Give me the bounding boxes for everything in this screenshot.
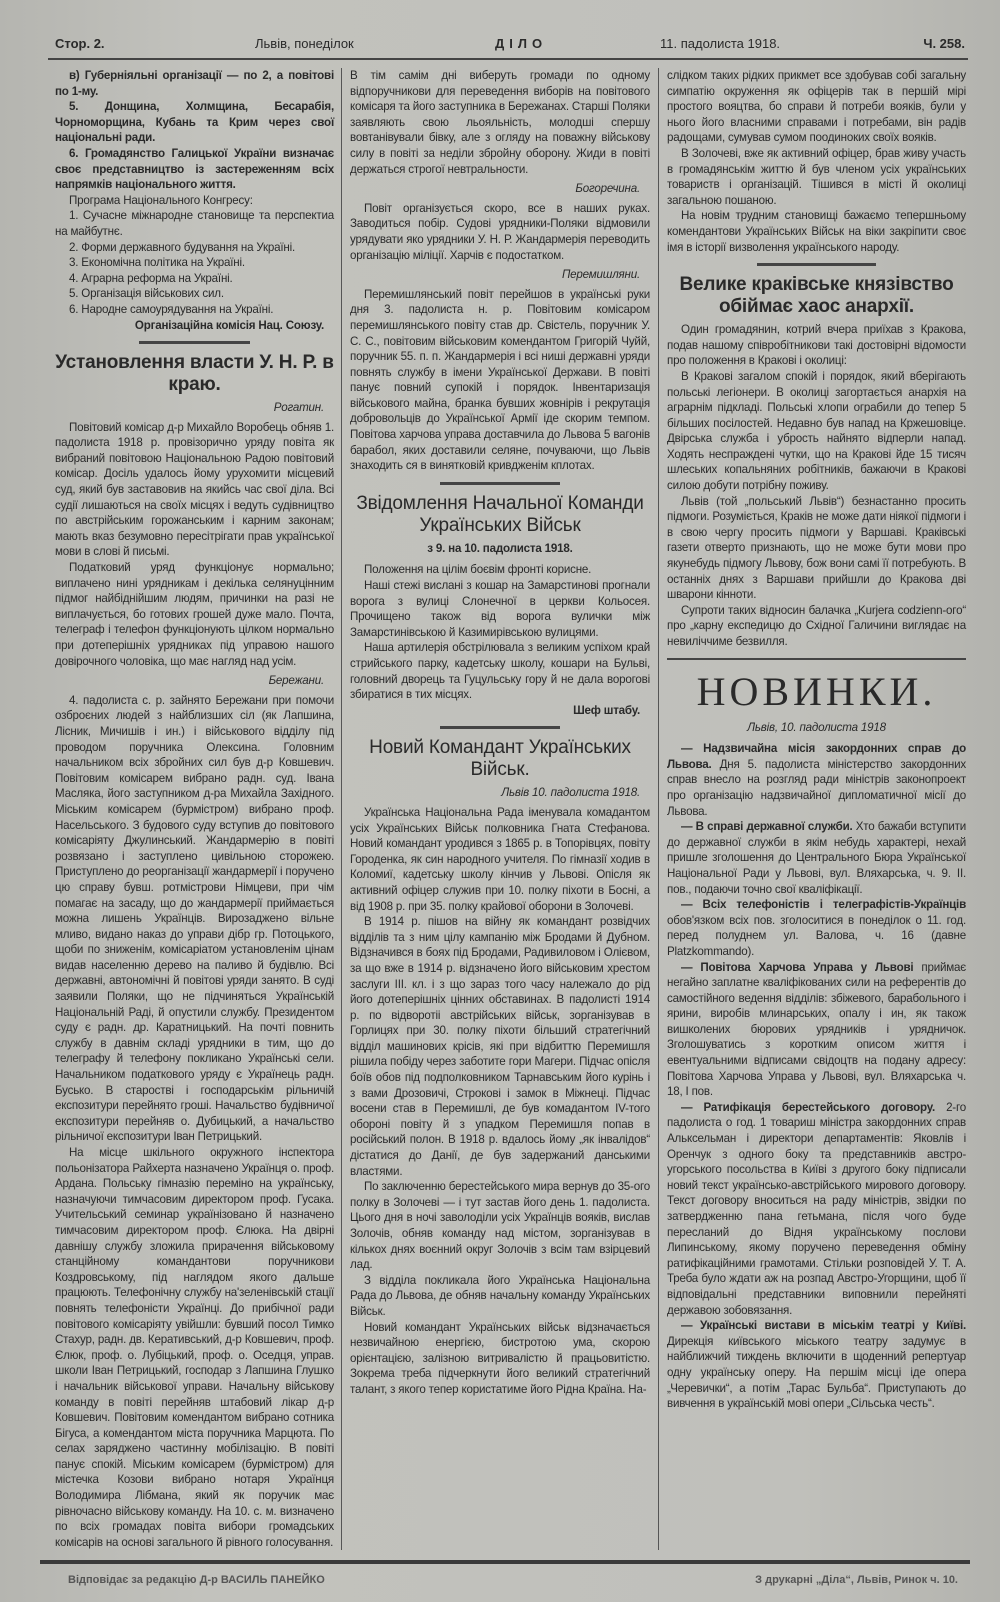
paragraph: Податковий уряд функціонує нормально; виплачено нині урядникам і декілька селянуцінним підмог найбіднійшим людям, причинки на разі не виплачується, бо готових грошей дуже мало. Почта, телеграф і телефон функціонують цілком нормально при дотеперішніх урядниках під управою нашого довірочного чоловіка, що має нагляд над усім. <box>55 561 334 668</box>
paragraph: 5. Донщина, Холмщина, Бесарабія, Чорноморщина, Кубань та Крим через свої національні ради. <box>55 100 334 145</box>
news-text: обов'язком всіх пов. зголоситися в понеділок о 11. год. перед полуднем ул. Валова, ч. 16 (давне Platzkommando). <box>667 913 966 958</box>
paragraph: Наші стежі вислані з кошар на Замарстинові прогнали ворога з вулиці Слонечної в церкви Кольосея. Прочищено також від ворога вулички між Замарстинівською й Казимирівською вулицями. <box>350 579 650 639</box>
column-1 <box>55 68 342 1550</box>
paragraph: 4. Аграрна реформа на Україні. <box>69 271 233 285</box>
columns <box>55 68 966 1550</box>
signature: Шеф штабу. <box>573 703 640 717</box>
separator <box>757 263 877 266</box>
news-dateline: Львів, 10. падолиста 1918 <box>747 720 886 734</box>
separator <box>667 658 966 660</box>
news-text: Хто бажаби вступити до державної служби в якім небудь характері, нехай пришле зголошення до Центрального Бюра Української Національної Ради у Львові, вул. Вляхарська, ч. 9. II. пов., подаючи точно свої кваліфікації. <box>667 820 966 896</box>
place-day: Львів, понеділок <box>255 36 354 51</box>
news-item <box>667 741 966 819</box>
paragraph: В тім самім дні виберуть громади по одному відпоручникови для переведення виборів на повітового комісаря та його заступника в Бережанах. Старші Поляки заявляють свою льояльність, молодші спершу вовтанівували бівку, але з огляду на поважну військову силу в повіті за неділи збройну оборону. Жиди в повіті держаться строгої невтральности. <box>350 69 650 176</box>
paragraph: 4. падолиста с. р. зайнято Бережани при помочи озброєних людей з найблизших сіл (як Лапшина, Лісник, Мичишів і ин.) і військового відділу під проводом поручника Олексина. Головним начальником всіх збройних сил був д-р Ковшевич. Повітовим комісарем вибрано радн. суд. Івана Масляка, його заступником д-ра Михайла Західного. Міським комісарем (бурмістром) вибрано проф. Насельського. З будового суду вступив до повітового комісаріяту Джулинський. Жандармерію в повіті розвязано і заступлено цивільною сторожею. Приступлено до реорганізації жандармерії і поручено цю справу бувш. ротмістрови Німцеви, при чім помагає на засаду, що до жандармерії приймається можна лишень Українців. Вирозаджено вільне мливо, видано наказ до управи дібр гр. Потоцького, щоби по зниженім, комісаріатом установленім цінам видав населенню дерево на паливо й будівлю. Всі державні, автономічні й повітові уряди занято. В суді заявили Поляки, що не підчиняться Українській Національній Раді, й опустили службу. Президентом суду є радн. др. Каратницький. На почті повнить службу в давнім складі урядники в тим, що до телеграфу й телефону покликано Українські сели. Начальником податкового уряду є Українець радн. Бусько. В старостві і господарськім рільничій експозитури перейнято гроші. Начальство будівничої експозитури перейняв о. Дубицький, а начальство рільничої експозитури Іван Петрицький. <box>55 693 334 1144</box>
news-text: приймає негайно заплатне кваліфікованих сили на референтів до самостійного ведення відділів: збіжевого, барабольного і ярини, виробів млинарських, опалу і ин, як також вишколених бюрових урядників і урядничок. Зголошуватись з коротким описом життя і евентуальними відписами свідоцтв на подану адресу: Повітова Харчова Управа у Львові, вул. Вляхарська ч. 18, I пов. <box>667 960 966 1099</box>
congress-program <box>55 68 334 333</box>
article-heading: Установлення власти У. Н. Р. в краю. <box>55 352 334 396</box>
paragraph: Один громадянин, котрий вчера приїхав з Кракова, подав нашому співробітникови такі достовірні відомости про положення в Кракові і околиці: <box>667 323 966 368</box>
paragraph: 2. Форми державного будування на Україні. <box>69 240 296 254</box>
printer-line: З друкарні „Діла“, Львів, Ринок ч. 10. <box>755 1574 958 1587</box>
paragraph: Львів (той „польський Львів“) безнастанно просить підмоги. Розуміється, Краків не може дати ніякої підмоги і в свою чергу просить підмоги у Варшаві. Краківські газети отверто признають, що не може бути мови про якунебудь підмогу Львову, бож вони самі її потребують. В останніх днях з Варшави прийшли до Кракова дві шварони кінноти. <box>667 494 966 602</box>
news-item <box>667 1100 966 1318</box>
paragraph: По заключенню берестейського мира вернув до 35-ого полку в Золочеві — і тут застав його день 1. падолиста. Цього дня в ночі заволоділи усіх Українців вояків, вислав Золочів, обняв команду над містом, зорганізував в кількох днях воєнний округ Золочів з всім там взірцевий лад. <box>350 1180 650 1272</box>
paragraph: 5. Організація військових сил. <box>69 287 224 301</box>
paragraph: 3. Економічна політика на Україні. <box>69 256 245 270</box>
paragraph: Повіт організується скоро, все в наших руках. Заводиться побір. Судові урядники-Поляки відмовили урядувати яко урядники У. Н. Р. Жандармерія переводить організацію міліції. Харчів є подостатком. <box>350 201 650 262</box>
article-heading: Новий Командант Українських Військ. <box>369 737 631 781</box>
paragraph: 6. Громадянство Галицької України визначає своє представництво із застереженням всіх напрямків національного життя. <box>55 146 334 192</box>
footer <box>68 1574 958 1602</box>
paragraph: Програма Національного Конгресу: <box>69 193 253 207</box>
article-heading: Велике краківське князівство обіймає хаос анархії. <box>679 274 954 318</box>
paragraph: З відділа покликала його Українська Національна Рада до Львова, де обняв начальну команду Українських Військ. <box>350 1273 650 1318</box>
column-2 <box>342 68 659 1550</box>
news-item <box>667 960 966 1100</box>
issue-date: 11. падолиста 1918. <box>660 36 781 51</box>
paragraph: в) Губерніяльні організації — по 2, а повітові по 1-му. <box>55 69 334 98</box>
dateline: Львів 10. падолиста 1918. <box>501 786 640 800</box>
news-lead: — Надзвичайна місія закордонних справ до Львова. <box>667 742 966 771</box>
dateline: Перемишляни. <box>561 268 640 282</box>
paragraph: В 1914 р. пішов на війну як командант розвідчих відділів та з ним цілу кампанію між Бродами й Дубном. Відзначився в боях під Бродами, Радивиловом і Олієвом, за що вже в 1914 р. відзначено його військовим хрестом заслуги III. кл. і з що зараз того часу належало до рід його дотеперішніх цінних обставинах. В падолисті 1914 р. по відворотіі австрійських військ, зорганізував в Горлицях при 30. полку піхоти більший стратегічний відділ машинових крісів, які при відбиттю Перемишля рішила побіду через заботите гори Магери. Підчас опісля боїв обов під подполковником Тарнавським його курінь і з вами Дрозовичі, Строкові і замок в Міжнеці. Підчас восени став в Перемишлі, де був комадантом IV-того обороні повіту й з упадком Перемишля попав в російський полон. В 1918 р. вдалось йому „як інвалідов“ дістатися до Данії, де був задержаний данськими властями. <box>350 915 650 1178</box>
news-lead: — В справі державної служби. <box>681 820 853 834</box>
news-lead: — Ратифікація берестейського договору. <box>681 1100 935 1114</box>
paragraph: Наша артилерія обстрілювала з великим успіхом край стрийського парку, кадетську школу, кошари на Бульві, головний дворець та Гуцульську гору й не дала ворогові збиратися в тих місцях. <box>350 641 650 702</box>
separator <box>440 726 560 729</box>
news-lead: — Всіх телефоністів і телеграфістів-Українців <box>681 898 966 912</box>
footer-rule <box>40 1560 970 1564</box>
separator <box>440 482 560 485</box>
article-heading: Звідомлення Начальної Команди Українських Військ <box>356 492 644 536</box>
paragraph: В Золочеві, вже як активний офіцер, брав живу участь в громадянськім життю й був членом усіх українських товариств і організацій. Тішився в місті й околиці загальною пошаною. <box>667 146 966 207</box>
paragraph: Перемишлянський повіт перейшов в українські руки дня 3. падолиста н. р. Повітовим комісаром перемишлянського повіту став др. Свістель, поручник У. С. С., повітовим військовим комендантом Григорій Чуйй, поручник 55. п. п. Жандармерія і всі ниші державні уряди повнять службу в імени Української Держави. В повіті панує повний супокій і порядок. Інвентаризація військового майна, бранка бувших жовнірів і рекрутація добровольців до Української Армії іде скорим темпом. Повітова харчова управа доставчила до Львова 5 вагонів барабол, яких доставили селяне, почуваючи, що Львів знаходить ся в винятковій кривдженім кплотах. <box>350 287 650 473</box>
dateline: Бережани. <box>268 674 324 688</box>
news-text: Дня 5. падолиста міністерство закордонних справ внесло на розгляд ради міністрів законопроект про організацію надзвичайної дипломатичної місії до Львова. <box>667 757 966 818</box>
article-subheading: з 9. на 10. падолиста 1918. <box>427 541 573 555</box>
news-lead: — Повітова Харчова Управа у Львові <box>681 960 914 974</box>
signature: Організаційна комісія Нац. Союзу. <box>134 318 324 332</box>
masthead-rule <box>48 58 968 60</box>
editor-line: Відповідає за редакцію Д-р ВАСИЛЬ ПАНЕЙКО <box>68 1574 325 1587</box>
issue-number: Ч. 258. <box>923 36 965 51</box>
paragraph: Новий командант Українських військ відзначається незвичайною енергією, бистротою ума, скорою орієнтацією, залізною витривалістю й працьовитістю. Зокрема треба підчеркнути його великий стратегічний талант, з якого тепер користатиме його Рідна Країна. На- <box>350 1320 650 1396</box>
dateline: Богоречина. <box>575 182 640 196</box>
masthead <box>55 36 965 56</box>
column-3 <box>659 68 966 1550</box>
newspaper-title: ДІЛО <box>495 36 548 51</box>
news-item <box>667 819 966 897</box>
paragraph: В Кракові загалом спокій і порядок, який вберігають польські легіонери. В околиці загортається анархія на аграрнім підкладі. Польські хлопи ограбили до тепер 5 більших посілостей. Недавно був напад на Кржешовіце. Двірська служба і убрость найнято відперли напад. Ходять неспраждені чутки, що на Кракові йде 15 тисяч шлеських копальняних робітників, бажаючи в Кракові силою добути потрібну поживу. <box>667 369 966 493</box>
news-text: 2-го падолиста о год. 1 товариш міністра закордонних справ Альксельман і директори департаментів: Яковлів і Оренчук з одного боку та представників австро-угорського посольства в Київі з другого боку підписали новий текст українсько-австрійського мирового договору. Текст договору вноситься на раду міністрів, звідки по затвердженню пана гетьмана, після чого буде пересланий до Відня українському послови Липинському, якому поручено переведення обміну ратифікаційними грамотами. Стільки розповідей У. Т. А. Треба було ждати аж на розпад Австро-Угорщини, щоб її відповідальні представники виповнили перейняті державою зобовязання. <box>667 1100 966 1317</box>
paragraph: Повітовий комісар д-р Михайло Воробець обняв 1. падолиста 1918 р. провізорично уряду повіта як вибраний повітовою Національною Радою повітовий комісар. Досіль удалось йому урухомити місцевий суд, який був заставовив на якийсь час свої діла. Всі судії лишаються на своїх місцях і ведуть судівництво по австрійським горожанським і карним законам; мають вказ безумовно пересітрігати прав української мови в слові й письмі. <box>55 420 334 559</box>
news-section-heading: НОВИНКИ. <box>696 668 937 714</box>
news-text: Дирекція київського міського театру задумує в найближчий тиждень включити в щоденний репертуар одну українську оперу. На першім місці іде опера „Черевички“, а потім „Тарас Бульба“. Приступають до вивчення в українській мові опери „Сільська честь“. <box>667 1334 966 1411</box>
news-item <box>667 897 966 959</box>
paragraph: Супроти таких відносин балачка „Kurjera codzienn-ого“ про „карну експедицю до Східної Галичини виглядає на невиліччиме безвилля. <box>667 603 966 648</box>
paragraph: слідком таких рідких прикмет все здобував собі загальну симпатію окруження як офіцерів так в першій мірі простого вояцтва, бо справи й потреби вояків, були у нього його власними справами і потребами, він радів радощами, сумував сумом поодиноких своїх вояків. <box>667 69 966 145</box>
page-number: Стор. 2. <box>55 36 105 51</box>
separator <box>139 341 251 344</box>
paragraph: На новім трудним становищі бажаємо тепершньому комендантови Українських Військ на віки закріпити своє імя в історії визволення українського народу. <box>667 209 966 254</box>
paragraph: 6. Народне самоурядування на Україні. <box>69 302 274 316</box>
news-item <box>667 1318 966 1412</box>
paragraph: Положення на цілім боєвім фронті корисне. <box>364 563 592 577</box>
paragraph: 1. Сучасне міжнародне становище та перспектиа на майбутнє. <box>55 209 334 238</box>
dateline: Рогатин. <box>273 401 324 415</box>
paragraph: Українська Національна Рада іменувала комадантом усіх Українських Військ полковника Гната Стефанова. Новий командант уродився з 1865 р. в Топорівцях, повіту Городенка, як син народного учителя. По гімназії ходив в Коломиї, кадетську школу кінчив у Львові. Опісля як активний офіцер служив при 10. полку піхоти в Босні, а від 1908 р. при 35. полку крайової оборони в Золочеві. <box>350 805 650 913</box>
paragraph: На місце шкільного окружного інспектора польонізатора Райхерта назначено Українця о. проф. Ардана. Польську гімназію переміно на українську, назначуючи тимчасовим директором проф. Гусака. Учительський семинар українізовано й назначено тимчасовим директором проф. Єлюка. На двірні давнішу службу зложила прирачення військовому станційному командантови поручникови Коздровському, під наглядом якого дальше працюють. Телефонічну службу на'зеленівській стації повнять телефоністи Українці. До прибічної ради повітового комісаріяту увійшли: бувший посол Тимко Стахур, радн. дв. Керативський, д-р Ковшевич, проф. Єлюк, проф. о. Лубіцький, проф. о. Оседця, управ. школи Іван Петрицький, господар з Лапшина Глушко і начальник військової управи. Начальну військову команду в повіті перейняв штабовий лікар д-р Ковшевич. Повітовим комендантом вибрано сотника Бігуса, а комендантом міста поручника Марцюта. По селах заряджено частинну мобілізацію. В повіті панує спокій. Міським комісарем (бурмістром) для містечка Козови вибрано нотаря Українця Володимира Лібмана, який як поручик має рівночасно військову команду. На 10. с. м. визначено по всіх громадах повіта вибори громадських комісарів на основі загального й рівного голосування. <box>55 1146 334 1549</box>
news-lead: — Українські вистави в міськім театрі у Київі. <box>681 1319 966 1333</box>
